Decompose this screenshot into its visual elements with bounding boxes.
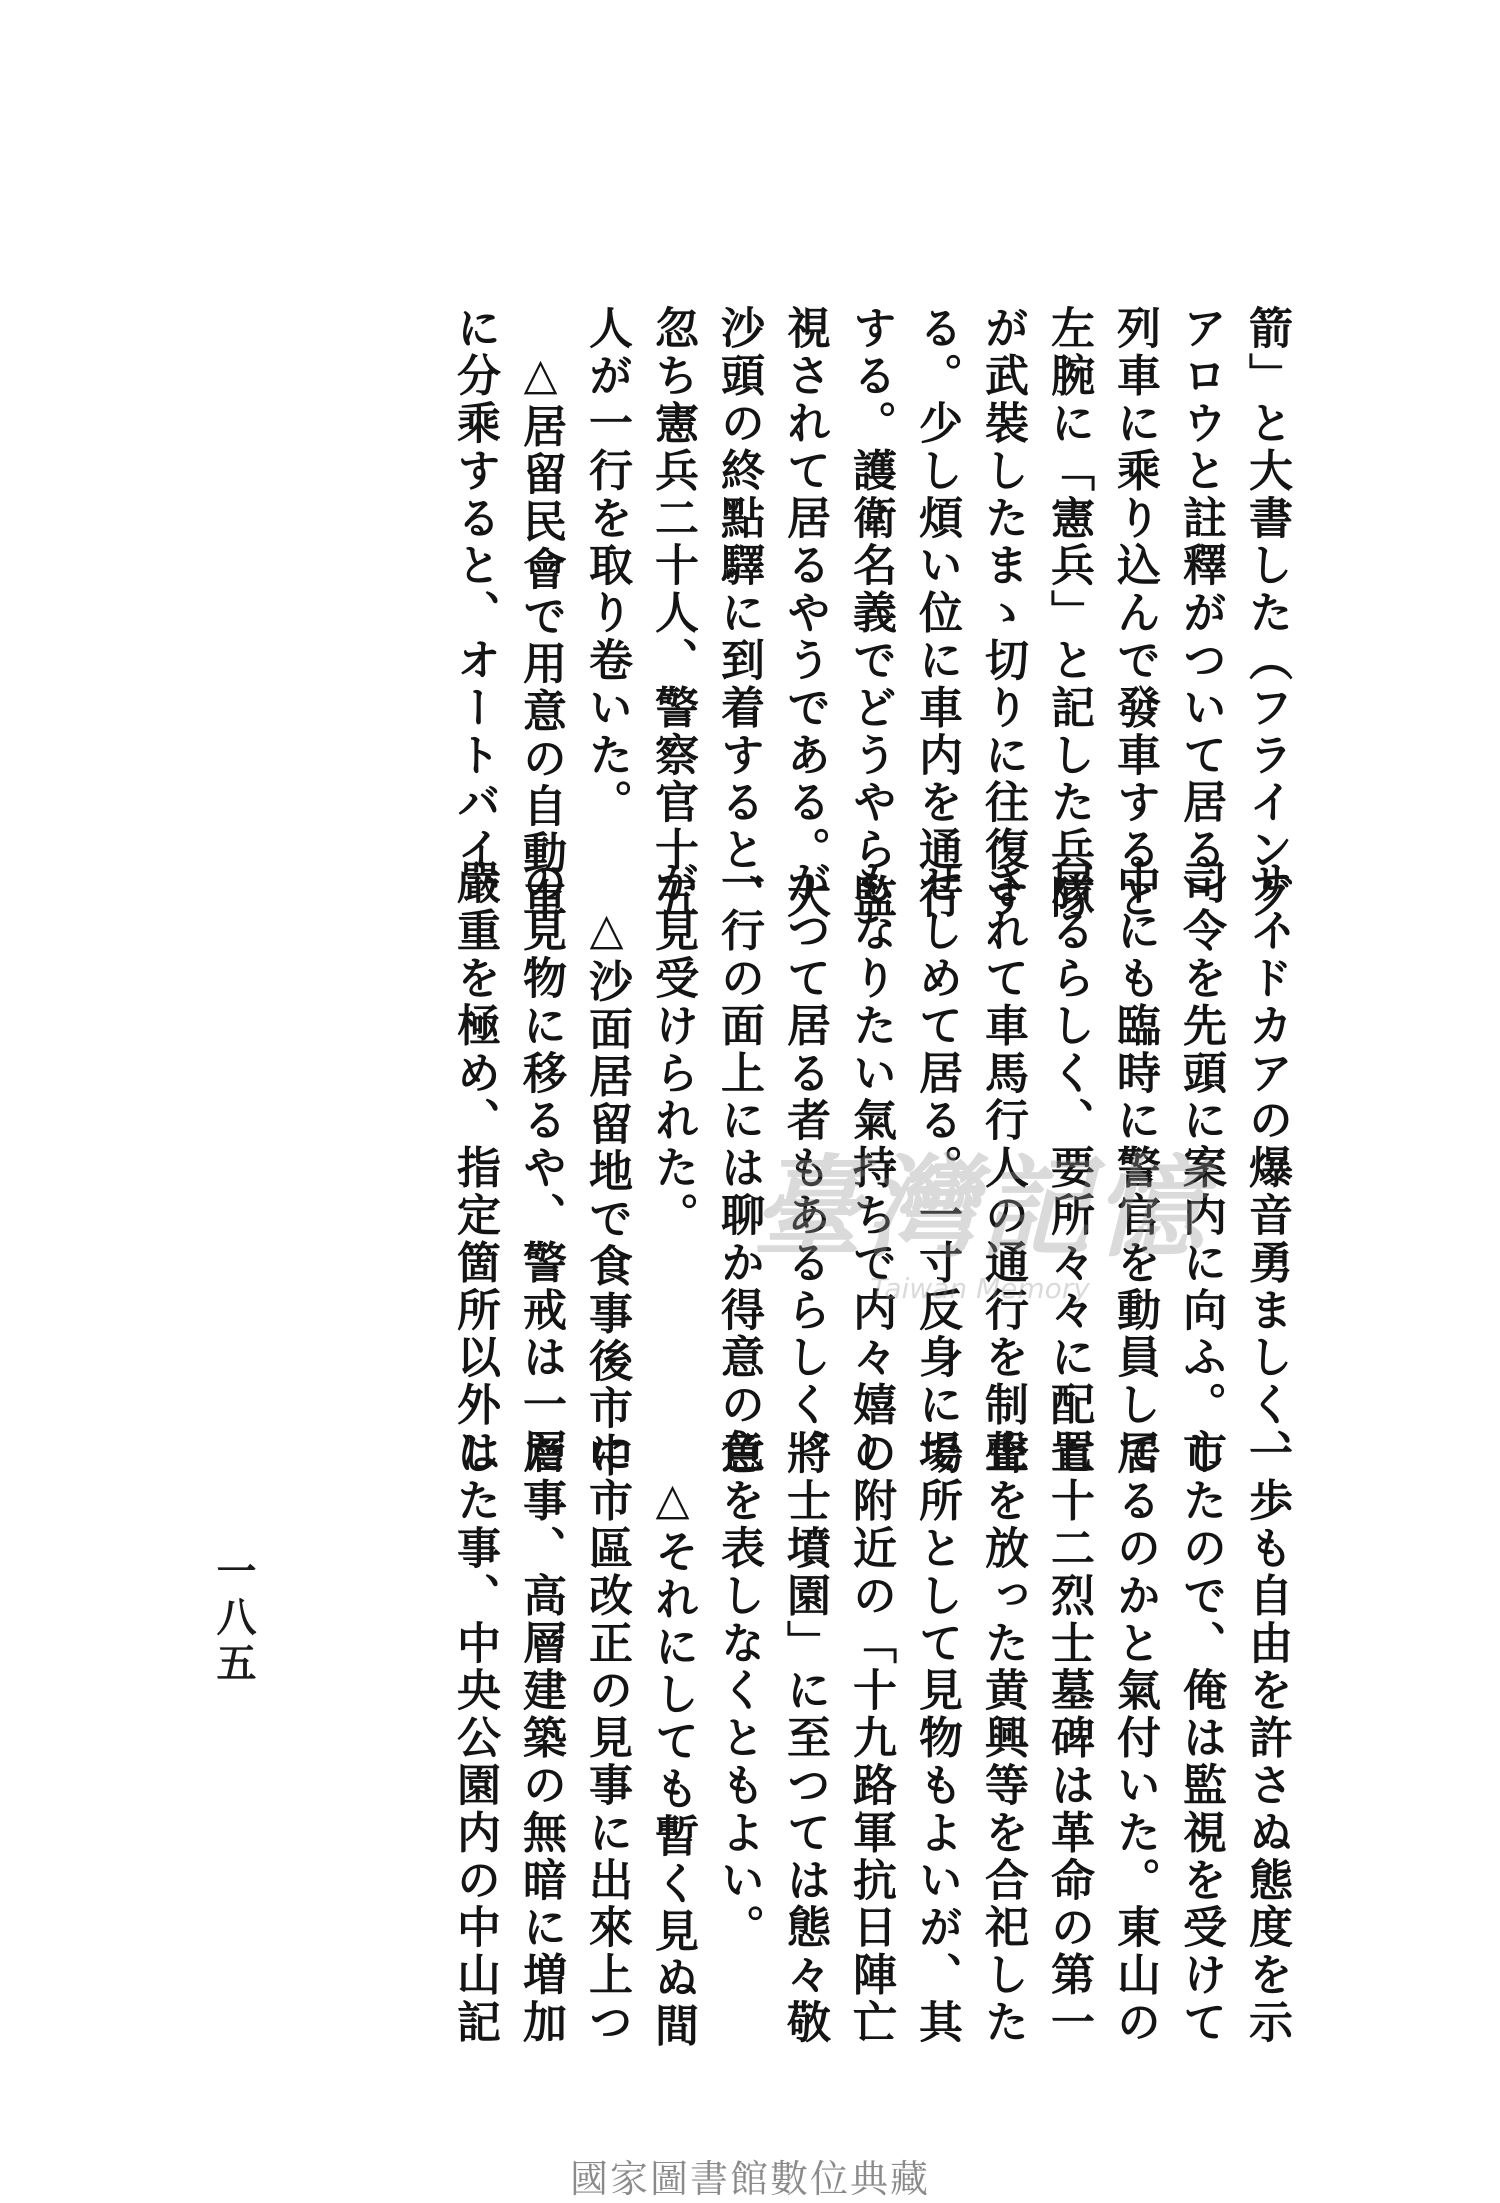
text-line: した事、中央公園内の中山記	[449, 1430, 500, 2047]
page-number: 一八五	[210, 1550, 257, 1688]
text-line: 場所として見物もよいが、其	[911, 1430, 962, 2047]
text-line: 列車に乘り込んで發車すると	[1109, 305, 1160, 922]
text-line: の附近の「十九路軍抗日陣亡	[845, 1430, 896, 2047]
text-line: せしめて居る。一寸反身にで	[911, 860, 962, 1477]
text-line: 聲を放った黄興等を合祀した	[977, 1430, 1028, 2047]
text-line: 忽ち憲兵二十人、警察官十五	[647, 305, 698, 922]
text-line: 一行の面上には聊か得意の色	[713, 860, 764, 1477]
text-line: 沙頭の終點驛に到着すると、	[713, 305, 764, 922]
text-line: がつて居る者もあるらしく、	[779, 860, 830, 1477]
text-line: 箭」と大書した（フライング、	[1241, 305, 1292, 969]
text-line: 中にも臨時に警官を動員して	[1109, 860, 1160, 1477]
text-line: る。少し煩い位に車内を通行	[911, 305, 962, 922]
text-line: 將士墳園」に至つては態々敬	[779, 1430, 830, 2047]
watermark-logo-subtext: Taiwan Memory	[870, 1272, 1090, 1305]
text-line: されて車馬行人の通行を制止	[977, 860, 1028, 1477]
text-line: た事、高層建築の無暗に増加	[515, 1430, 566, 2047]
text-line: 司令を先頭に案内に向ふ。市	[1175, 860, 1226, 1477]
text-line: したので、俺は監視を受けて	[1175, 1430, 1226, 2047]
text-line: 人が一行を取り卷いた。	[581, 305, 632, 827]
watermark	[720, 1120, 1240, 1305]
text-line: が見受けられた。	[647, 860, 698, 1240]
text-line: もなりたい氣持ちで内々嬉し	[845, 860, 896, 1477]
text-line: △それにしても暫く見ぬ間	[647, 1474, 698, 2050]
text-line: 視されて居るやうである。大	[779, 305, 830, 922]
text-line: 居るのかと氣付いた。東山の	[1109, 1430, 1160, 2047]
text-line: に分乘すると、オートバイ、	[449, 305, 500, 922]
text-line: △沙面居留地で食事後市中	[581, 904, 632, 1480]
text-line: 七十二烈士墓碑は革命の第一	[1043, 1430, 1094, 2047]
text-line: △居留民會で用意の自動車	[515, 349, 566, 925]
text-line: サイドカアの爆音勇ましく、	[1241, 860, 1292, 1477]
text-line: アロウと註釋がついて居る）	[1175, 305, 1226, 922]
footer-caption: 國家圖書館數位典藏	[569, 2157, 930, 2201]
text-line: 嚴重を極め、指定箇所以外は	[449, 860, 500, 1477]
text-line: の見物に移るや、警戒は一層	[515, 860, 566, 1477]
text-line: 一歩も自由を許さぬ態度を示	[1241, 1430, 1292, 2047]
text-line: 左腕に「憲兵」と記した兵隊	[1043, 305, 1094, 922]
text-line: に市區改正の見事に出來上つ	[581, 1430, 632, 2047]
text-line: する。護衛名義でどうやら監	[845, 305, 896, 922]
watermark-logo-text: 臺灣記憶	[752, 1144, 1208, 1272]
text-line: 居るらしく、要所々々に配置	[1043, 860, 1094, 1477]
text-line: が武裝したまゝ切りに往復す	[977, 305, 1028, 922]
text-line: 意を表しなくともよい。	[713, 1430, 764, 1952]
